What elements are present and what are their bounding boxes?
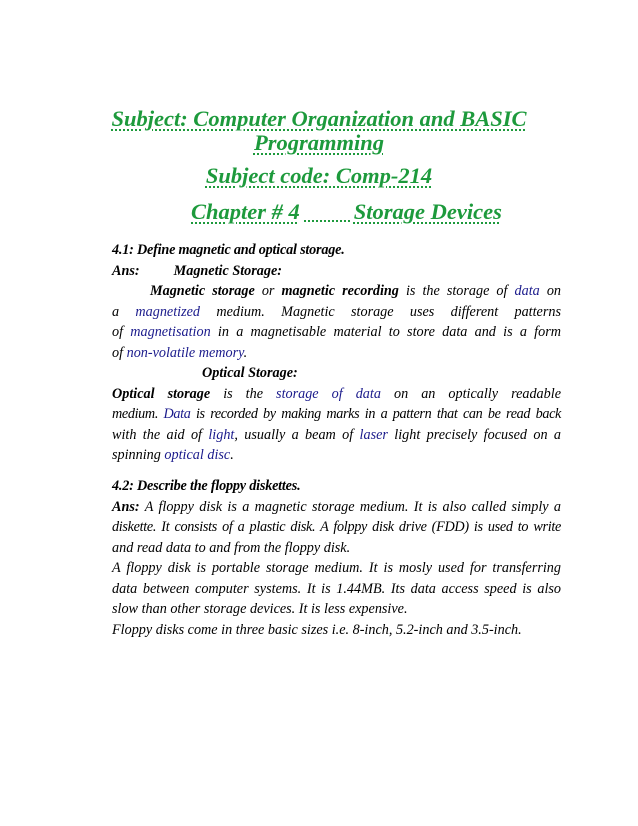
text: spinning xyxy=(112,447,165,463)
text: is the xyxy=(210,385,277,402)
text: a xyxy=(112,303,136,320)
paragraph-line xyxy=(112,425,561,446)
chapter-label: Chapter # 4 xyxy=(191,199,300,224)
section-4-1 xyxy=(112,240,561,466)
text: on xyxy=(539,283,561,299)
text: light precisely focused on a xyxy=(387,426,562,443)
text: is the storage of xyxy=(398,283,515,299)
paragraph-line xyxy=(112,384,561,405)
optical-storage-heading: Optical Storage: xyxy=(202,365,298,381)
paragraph-line: slow than other storage devices. It is less expensive. xyxy=(112,601,408,617)
paragraph-line: Floppy disks come in three basic sizes i.e. 8-inch, 5.2-inch and 3.5-inch. xyxy=(112,621,522,638)
paragraph-line: A floppy disk is portable storage medium. It is mosly used for transferring xyxy=(112,560,561,576)
subject-code: Subject code: Comp-214 xyxy=(205,163,433,188)
text: . xyxy=(230,447,234,463)
paragraph-line xyxy=(112,445,561,466)
magnetic-storage-heading: Magnetic Storage: xyxy=(173,262,282,279)
link-magnetized[interactable]: magnetized xyxy=(135,303,201,320)
paragraph-line: and read data to and from the floppy disk. xyxy=(112,539,351,556)
text: with the aid of xyxy=(112,426,209,443)
link-non-volatile-memory[interactable]: non-volatile memory xyxy=(126,344,244,361)
answer-label: Ans: xyxy=(112,262,140,279)
text: or xyxy=(254,283,282,299)
chapter-separator xyxy=(304,219,350,222)
section-4-2 xyxy=(112,476,561,640)
bold-term: Magnetic storage xyxy=(150,283,255,299)
text: is recorded by making marks in a pattern that can be read back xyxy=(190,406,561,422)
question-heading: 4.2: Describe the floppy diskettes. xyxy=(112,478,301,494)
subject-title-line2: Programming xyxy=(253,130,385,155)
paragraph-line xyxy=(112,404,561,425)
text: , usually a beam of xyxy=(234,426,360,443)
bold-term: Optical storage xyxy=(112,385,211,402)
bold-term: magnetic recording xyxy=(281,283,399,299)
link-data[interactable]: Data xyxy=(163,406,191,422)
link-optical-disc[interactable]: optical disc xyxy=(164,447,231,463)
paragraph-line xyxy=(112,497,561,518)
chapter-title: Storage Devices xyxy=(353,199,502,224)
paragraph-line xyxy=(112,322,561,343)
paragraph-line xyxy=(112,302,561,323)
text: of xyxy=(112,344,127,361)
paragraph-line xyxy=(112,343,561,364)
subject-title-line1: Subject: Computer Organization and BASIC xyxy=(111,106,527,131)
link-light[interactable]: light xyxy=(208,426,235,443)
paragraph-line xyxy=(112,281,561,302)
text: medium. xyxy=(112,406,164,422)
paragraph-line: data between computer systems. It is 1.44MB. Its data access speed is also xyxy=(112,580,561,597)
text: of xyxy=(112,324,131,340)
text: on an optically readable xyxy=(380,385,561,402)
question-heading: 4.1: Define magnetic and optical storage. xyxy=(112,242,345,258)
text: medium. Magnetic storage uses different patterns xyxy=(200,303,561,320)
link-data[interactable]: data xyxy=(514,283,540,299)
answer-line xyxy=(112,261,561,282)
text: in a magnetisable material to store data and is a form xyxy=(210,324,561,340)
link-storage-of-data[interactable]: storage of data xyxy=(276,385,381,402)
chapter-heading xyxy=(191,199,502,225)
link-laser[interactable]: laser xyxy=(359,426,388,443)
text: A floppy disk is a magnetic storage medium. It is also called simply a xyxy=(139,498,561,515)
text: . xyxy=(243,344,248,361)
paragraph-line: diskette. It consists of a plastic disk. A folppy disk drive (FDD) is used to write xyxy=(112,519,561,535)
link-magnetisation[interactable]: magnetisation xyxy=(130,324,211,340)
answer-label: Ans: xyxy=(112,498,140,515)
